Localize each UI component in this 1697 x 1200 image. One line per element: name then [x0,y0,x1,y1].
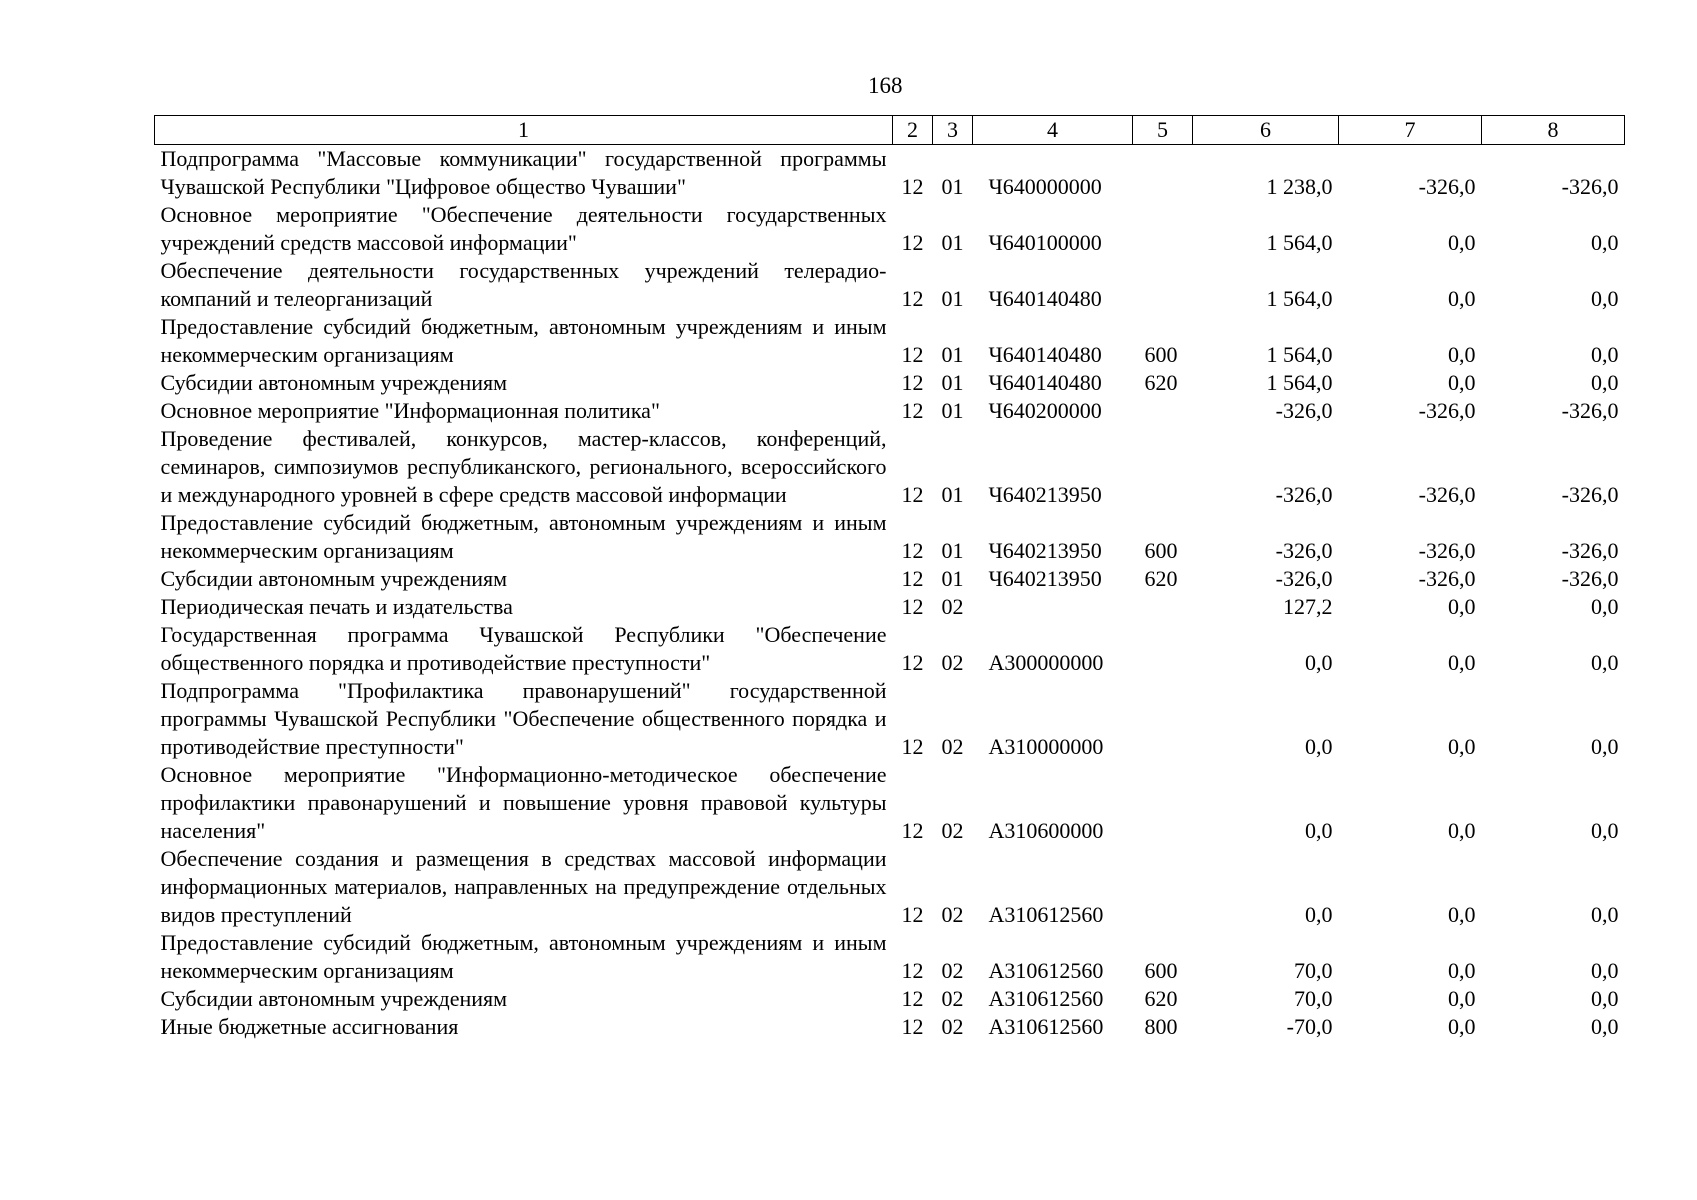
amount-col6-cell: -70,0 [1286,1014,1333,1039]
amount-col8-cell: 0,0 [1591,286,1619,311]
column-header-5: 5 [1133,116,1193,145]
expense-type-cell [1133,201,1193,257]
target-article-cell: Ч640140480 [988,286,1102,311]
amount-col7-cell: 0,0 [1448,818,1476,843]
amount-col6-cell: 1 564,0 [1266,342,1333,367]
expense-type-cell: 620 [1144,566,1178,591]
amount-col6-cell: -326,0 [1275,566,1333,591]
table-row [155,1013,1625,1041]
row-name-cell: Предоставление субсидий бюджетным, автономным учреждениям и иным некоммерческим организациям [160,930,887,983]
expense-type-cell [1133,621,1193,677]
target-article-cell: А310612560 [988,986,1104,1011]
row-name-cell: Субсидии автономным учреждениям [160,566,508,591]
amount-col6-cell: 1 564,0 [1266,286,1333,311]
row-name-cell: Основное мероприятие "Информационная политика" [160,398,660,423]
amount-col7-cell: 0,0 [1448,230,1476,255]
amount-col8-cell: 0,0 [1591,370,1619,395]
column-header-2: 2 [893,116,933,145]
amount-col8-cell: 0,0 [1591,342,1619,367]
expense-type-cell: 600 [1144,342,1178,367]
code-section-cell: 12 [901,482,924,507]
table-row [155,677,1625,761]
code-subsection-cell: 02 [941,734,964,759]
target-article-cell: А300000000 [988,650,1104,675]
code-subsection-cell: 02 [941,986,964,1011]
amount-col6-cell: 127,2 [1283,594,1333,619]
amount-col8-cell: 0,0 [1591,594,1619,619]
table-row [155,369,1625,397]
amount-col7-cell: 0,0 [1448,1014,1476,1039]
amount-col7-cell: 0,0 [1448,986,1476,1011]
amount-col6-cell: 0,0 [1305,650,1333,675]
target-article-cell: А310612560 [988,1014,1104,1039]
row-name-cell: Предоставление субсидий бюджетным, автономным учреждениям и иным некоммерческим организациям [160,314,887,367]
amount-col7-cell: 0,0 [1448,594,1476,619]
code-section-cell: 12 [901,986,924,1011]
table-row [155,509,1625,565]
amount-col7-cell: -326,0 [1418,566,1476,591]
target-article-cell: Ч640140480 [988,370,1102,395]
amount-col6-cell: 0,0 [1305,734,1333,759]
amount-col6-cell: 1 238,0 [1266,174,1333,199]
expense-type-cell [1133,145,1193,202]
row-name-cell: Периодическая печать и издательства [160,594,513,619]
expense-type-cell: 800 [1144,1014,1178,1039]
code-section-cell: 12 [901,566,924,591]
code-subsection-cell: 02 [941,594,964,619]
amount-col8-cell: 0,0 [1591,958,1619,983]
expense-type-cell [1133,845,1193,929]
code-section-cell: 12 [901,370,924,395]
amount-col6-cell: 70,0 [1294,958,1333,983]
code-section-cell: 12 [901,1014,924,1039]
code-section-cell: 12 [901,594,924,619]
amount-col8-cell: -326,0 [1561,566,1619,591]
target-article-cell: А310600000 [988,818,1104,843]
target-article-cell: Ч640000000 [988,174,1102,199]
row-name-cell: Государственная программа Чувашской Республики "Обеспечение общественного порядка и противодействие преступности" [160,622,887,675]
code-subsection-cell: 02 [941,958,964,983]
amount-col8-cell: -326,0 [1561,538,1619,563]
target-article-cell: Ч640213950 [988,538,1102,563]
table-row [155,761,1625,845]
amount-col6-cell: 1 564,0 [1266,370,1333,395]
row-name-cell: Основное мероприятие "Информационно-методическое обеспечение профилактики правонарушений и повышение уровня правовой культуры населения" [160,762,887,843]
amount-col7-cell: -326,0 [1418,482,1476,507]
target-article-cell: Ч640200000 [988,398,1102,423]
row-name-cell: Иные бюджетные ассигнования [160,1014,459,1039]
target-article-cell: Ч640100000 [988,230,1102,255]
amount-col6-cell: -326,0 [1275,482,1333,507]
column-header-1: 1 [155,116,893,145]
column-header-6: 6 [1193,116,1339,145]
budget-table [154,115,1625,1041]
row-name-cell: Субсидии автономным учреждениям [160,370,508,395]
code-subsection-cell: 01 [941,286,964,311]
code-subsection-cell: 01 [941,482,964,507]
row-name-cell: Подпрограмма "Массовые коммуникации" государственной программы Чувашской Республики "Цифровое общество Чувашии" [160,146,887,199]
column-header-4: 4 [973,116,1133,145]
target-article-cell: А310612560 [988,958,1104,983]
amount-col7-cell: 0,0 [1448,958,1476,983]
row-name-cell: Обеспечение создания и размещения в средствах массовой информации информационных материалов, направленных на предупреждение отдельных видов преступлений [160,846,887,927]
row-name-cell: Основное мероприятие "Обеспечение деятельности государственных учреждений средств массовой информации" [160,202,887,255]
table-row [155,313,1625,369]
table-row [155,929,1625,985]
table-row [155,425,1625,509]
code-section-cell: 12 [901,902,924,927]
column-header-7: 7 [1339,116,1482,145]
expense-type-cell [1133,257,1193,313]
amount-col7-cell: 0,0 [1448,650,1476,675]
target-article-cell: Ч640213950 [988,566,1102,591]
table-header [155,116,1625,145]
code-section-cell: 12 [901,342,924,367]
amount-col6-cell: 1 564,0 [1266,230,1333,255]
expense-type-cell: 600 [1144,538,1178,563]
amount-col8-cell: 0,0 [1591,1014,1619,1039]
amount-col7-cell: -326,0 [1418,398,1476,423]
code-section-cell: 12 [901,398,924,423]
expense-type-cell: 620 [1144,986,1178,1011]
amount-col7-cell: 0,0 [1448,734,1476,759]
expense-type-cell: 600 [1144,958,1178,983]
table-row [155,201,1625,257]
table-row [155,397,1625,425]
amount-col7-cell: 0,0 [1448,902,1476,927]
expense-type-cell [1133,593,1193,621]
code-subsection-cell: 02 [941,1014,964,1039]
amount-col8-cell: -326,0 [1561,398,1619,423]
amount-col6-cell: 70,0 [1294,986,1333,1011]
code-subsection-cell: 01 [941,174,964,199]
code-subsection-cell: 01 [941,538,964,563]
code-subsection-cell: 02 [941,650,964,675]
expense-type-cell [1133,397,1193,425]
header-row [155,116,1625,145]
expense-type-cell: 620 [1144,370,1178,395]
expense-type-cell [1133,425,1193,509]
table-row [155,621,1625,677]
amount-col8-cell: -326,0 [1561,174,1619,199]
target-article-cell: А310000000 [988,734,1104,759]
amount-col8-cell: 0,0 [1591,818,1619,843]
code-subsection-cell: 02 [941,902,964,927]
amount-col6-cell: 0,0 [1305,818,1333,843]
amount-col6-cell: -326,0 [1275,398,1333,423]
code-subsection-cell: 01 [941,566,964,591]
row-name-cell: Подпрограмма "Профилактика правонарушений" государственной программы Чувашской Республики "Обеспечение общественного порядка и противодействие преступности" [160,678,887,759]
code-section-cell: 12 [901,734,924,759]
table-row [155,593,1625,621]
amount-col7-cell: -326,0 [1418,174,1476,199]
amount-col6-cell: 0,0 [1305,902,1333,927]
code-subsection-cell: 01 [941,370,964,395]
amount-col7-cell: 0,0 [1448,342,1476,367]
table-row [155,985,1625,1013]
row-name-cell: Проведение фестивалей, конкурсов, мастер-классов, конференций, семинаров, симпозиумов республиканского, регионального, всероссийского и международного уровней в сфере средств массовой информации [160,426,887,507]
amount-col8-cell: -326,0 [1561,482,1619,507]
amount-col7-cell: -326,0 [1418,538,1476,563]
table-row [155,145,1625,202]
code-section-cell: 12 [901,818,924,843]
code-section-cell: 12 [901,174,924,199]
code-section-cell: 12 [901,958,924,983]
code-section-cell: 12 [901,538,924,563]
target-article-cell: Ч640140480 [988,342,1102,367]
table-body [155,145,1625,1042]
amount-col6-cell: -326,0 [1275,538,1333,563]
amount-col7-cell: 0,0 [1448,286,1476,311]
amount-col7-cell: 0,0 [1448,370,1476,395]
column-header-3: 3 [933,116,973,145]
code-section-cell: 12 [901,230,924,255]
table-row [155,845,1625,929]
column-header-8: 8 [1482,116,1625,145]
amount-col8-cell: 0,0 [1591,986,1619,1011]
target-article-cell [973,593,1133,621]
code-subsection-cell: 01 [941,398,964,423]
amount-col8-cell: 0,0 [1591,230,1619,255]
expense-type-cell [1133,761,1193,845]
row-name-cell: Предоставление субсидий бюджетным, автономным учреждениям и иным некоммерческим организациям [160,510,887,563]
code-subsection-cell: 01 [941,342,964,367]
table-row [155,257,1625,313]
target-article-cell: А310612560 [988,902,1104,927]
expense-type-cell [1133,677,1193,761]
page-number-text: 168 [868,73,903,98]
row-name-cell: Субсидии автономным учреждениям [160,986,508,1011]
amount-col8-cell: 0,0 [1591,650,1619,675]
amount-col8-cell: 0,0 [1591,734,1619,759]
code-section-cell: 12 [901,286,924,311]
code-subsection-cell: 02 [941,818,964,843]
table-row [155,565,1625,593]
row-name-cell: Обеспечение деятельности государственных учреждений телерадиокомпаний и телеорганизаций [160,258,887,311]
target-article-cell: Ч640213950 [988,482,1102,507]
code-subsection-cell: 01 [941,230,964,255]
code-section-cell: 12 [901,650,924,675]
amount-col8-cell: 0,0 [1591,902,1619,927]
